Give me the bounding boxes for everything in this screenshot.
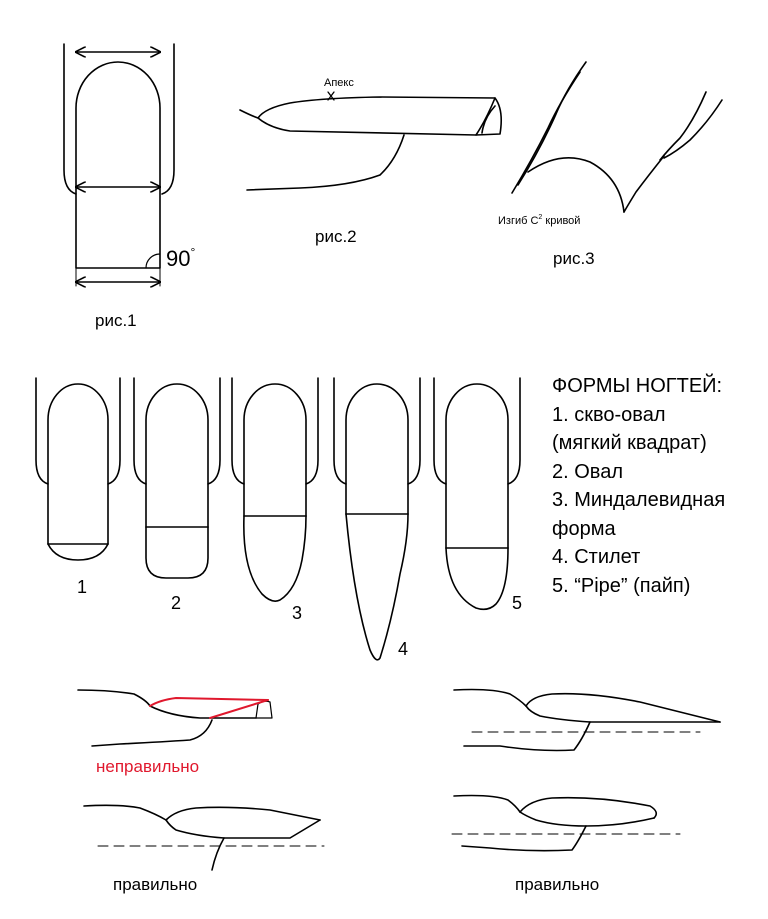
finger-bottom [464, 722, 590, 751]
legend-item-3-sub: форма [552, 517, 616, 540]
fig3-c-curve-drawing [512, 62, 722, 212]
fig3-curve-label [498, 216, 580, 227]
fig1-finger-outline [64, 44, 76, 194]
finger-outline [134, 378, 146, 484]
curve-label-suffix: кривой [545, 215, 581, 227]
wrong-diagonal-line [210, 700, 268, 718]
finger-outline [334, 378, 346, 484]
finger-outline [36, 378, 48, 484]
fig2-caption: рис.2 [315, 227, 357, 246]
finger-outline [208, 378, 220, 484]
nail-bottom [166, 820, 320, 838]
legend-item-1: 1. скво-овал [552, 403, 666, 426]
nail-shape-almond [232, 378, 318, 601]
free-edge [146, 527, 208, 578]
fig3-curve-side [624, 156, 664, 212]
nail-shapes-legend [552, 372, 725, 600]
finger-top [454, 796, 520, 813]
nail-plate [446, 384, 508, 548]
nail-shape-stiletto [334, 378, 420, 660]
finger-top [454, 690, 526, 707]
angle-value: 90 [166, 246, 191, 271]
fig1-angle-label [166, 245, 196, 271]
fig3-side-line-left-inner [512, 72, 580, 193]
nail-plate [146, 384, 208, 527]
nail-top [520, 798, 656, 818]
nail-plate [346, 384, 408, 514]
free-edge [446, 548, 508, 609]
nail-shape-oval [134, 378, 220, 578]
fig2-finger-top [240, 97, 495, 118]
free-edge [48, 544, 108, 560]
fig1-finger-outline-right [162, 44, 174, 194]
fig2-nail-tip [476, 98, 501, 135]
legend-item-3: 3. Миндалевидная [552, 489, 726, 511]
profile-right-1-drawing [84, 805, 324, 870]
angle-unit: ° [190, 245, 196, 259]
finger-outline [434, 378, 446, 484]
fig1-nail-plate [76, 62, 160, 268]
fig3-caption: рис.3 [553, 249, 595, 268]
fig2-free-edge-curve [482, 106, 495, 133]
nail-shapes-row [36, 378, 523, 660]
curve-label-superscript: 2 [538, 214, 543, 221]
finger-outline [508, 378, 520, 484]
nail-bottom [520, 812, 654, 826]
nail-plate [48, 384, 108, 544]
fig1-angle-arc [146, 254, 160, 268]
finger-bottom [212, 838, 224, 870]
nail-shape-squoval [36, 378, 120, 560]
right-label-left: правильно [113, 875, 198, 894]
finger-bottom [92, 720, 212, 746]
free-edge [346, 514, 408, 660]
fig3-side-line-right-inner [664, 100, 722, 158]
finger-outline [232, 378, 244, 484]
nail-shape-pipe [434, 378, 520, 609]
fig1-caption: рис.1 [95, 311, 137, 330]
profile-right-2-drawing [454, 690, 720, 751]
wrong-label: неправильно [96, 757, 200, 776]
fig2-profile-drawing [240, 92, 501, 190]
fig2-apex-label: Апекс [324, 77, 354, 89]
legend-title: ФОРМЫ НОГТЕЙ: [552, 375, 723, 397]
profile-right-3-drawing [452, 796, 680, 851]
shape-number-1: 1 [77, 577, 88, 597]
shape-number-4: 4 [398, 639, 409, 659]
finger-outline [408, 378, 420, 484]
nail-top [166, 807, 320, 820]
profile-wrong-drawing [78, 690, 272, 746]
finger-top [78, 690, 150, 706]
legend-item-1-sub: (мягкий квадрат) [552, 432, 707, 454]
fig1-nail-drawing [64, 44, 174, 286]
finger-outline [108, 378, 120, 484]
shape-number-3: 3 [292, 603, 303, 623]
fig3-c-curve [528, 158, 624, 212]
fig2-nail-surface [258, 118, 476, 135]
nail-plate [244, 384, 306, 516]
fig2-finger-bottom [247, 135, 404, 190]
finger-bottom [462, 826, 586, 851]
finger-outline [306, 378, 318, 484]
right-label-right: правильно [515, 875, 600, 894]
legend-item-5: 5. “Pipe” (пайп) [552, 574, 691, 597]
free-edge [244, 516, 306, 601]
shape-number-2: 2 [171, 593, 182, 613]
finger-top [84, 805, 166, 820]
fig3-side-line-right-outer [660, 92, 706, 160]
legend-item-2: 2. Овал [552, 460, 623, 483]
shape-number-5: 5 [512, 593, 523, 613]
curve-label-text: Изгиб С [498, 215, 539, 227]
legend-item-4: 4. Стилет [552, 546, 641, 568]
